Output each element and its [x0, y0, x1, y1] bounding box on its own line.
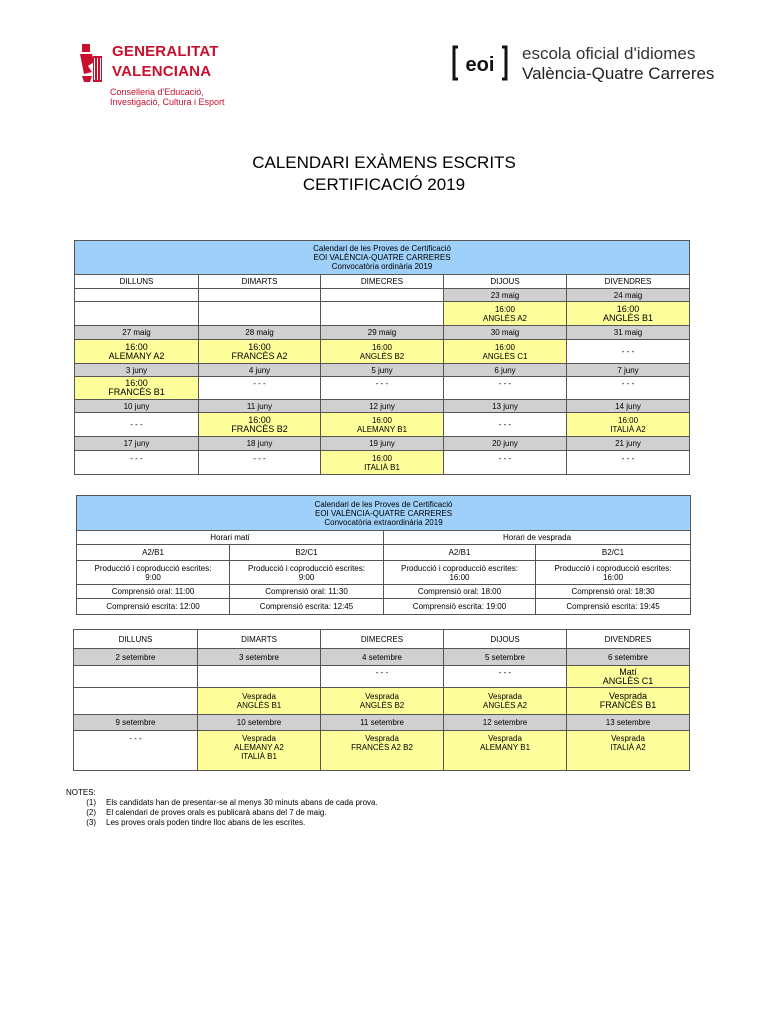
date-cell: 9 setembre — [74, 715, 198, 731]
conselleria-name — [110, 87, 225, 107]
exam-subject: ITALIÀ B1 — [364, 462, 400, 472]
date-cell: 5 setembre — [444, 649, 567, 666]
notes — [66, 788, 378, 828]
day-header: DILLUNS — [74, 630, 198, 649]
september-calendar-table — [73, 629, 690, 771]
ordinary-header — [75, 241, 690, 275]
exam-cell — [321, 413, 444, 437]
level-cell: A2/B1 — [77, 545, 230, 561]
exam-row — [74, 688, 690, 715]
note-number: (3) — [86, 818, 96, 827]
written-cell: Comprensió escrita: 12:00 — [77, 599, 230, 615]
exam-cell — [75, 302, 199, 326]
date-cell: 12 setembre — [444, 715, 567, 731]
exam-subject: ALEMANY B1 — [356, 424, 408, 434]
generalitat-name — [112, 42, 219, 82]
day-header: DIVENDRES — [567, 275, 690, 289]
date-cell: 18 juny — [199, 437, 321, 451]
production-label: Producció i coproducció escrites: — [248, 563, 365, 573]
notes-title: NOTES: — [66, 788, 96, 797]
exam-cell — [199, 413, 321, 437]
day-header: DIVENDRES — [567, 630, 690, 649]
eoi-mark: eoi — [465, 54, 495, 76]
production-time: 16:00 — [449, 572, 470, 582]
exam-cell — [321, 340, 444, 364]
exam-cell — [321, 451, 444, 475]
day-header: DILLUNS — [75, 275, 199, 289]
date-cell: 13 setembre — [567, 715, 690, 731]
date-cell: 27 maig — [75, 326, 199, 340]
exam-subject: ALEMANY A2 — [234, 743, 284, 752]
exam-session: Vesprada — [242, 692, 276, 701]
exam-cell: - - - — [444, 377, 567, 400]
exam-cell — [444, 731, 567, 771]
exam-cell — [74, 666, 198, 688]
date-cell: 12 juny — [321, 400, 444, 413]
exam-cell: - - - — [567, 340, 690, 364]
exam-subject: ANGLÈS B1 — [236, 701, 282, 710]
level-cell: B2/C1 — [230, 545, 384, 561]
written-cell: Comprensió escrita: 19:00 — [384, 599, 536, 615]
level-row — [77, 545, 691, 561]
exam-cell — [199, 302, 321, 326]
exam-time: 16:00 — [618, 415, 639, 425]
day-header: DIJOUS — [444, 275, 567, 289]
production-label: Producció i coproducció escrites: — [94, 563, 212, 573]
exam-cell — [567, 731, 690, 771]
note-item — [66, 818, 378, 828]
exam-session: Vesprada — [611, 734, 645, 743]
exam-row — [75, 413, 690, 437]
header — [0, 0, 768, 120]
date-cell — [321, 289, 444, 302]
exam-subject: ANGLÈS A2 — [482, 313, 528, 323]
level-cell: B2/C1 — [536, 545, 691, 561]
exam-subject: ITALIÀ A2 — [610, 424, 646, 434]
exam-session: Vesprada — [365, 692, 399, 701]
exam-cell: - - - — [321, 666, 444, 688]
exam-time: 16:00 — [371, 453, 393, 463]
exam-subject: FRANCÈS B1 — [599, 700, 657, 710]
title-line1: CALENDARI EXÀMENS ESCRITS — [252, 153, 516, 172]
date-cell: 10 juny — [75, 400, 199, 413]
exam-subject: ALEMANY B1 — [479, 743, 531, 752]
exam-time: 16:00 — [248, 341, 271, 352]
exam-cell — [567, 302, 690, 326]
date-cell: 3 juny — [75, 364, 199, 377]
eoi-logo-icon — [452, 45, 508, 81]
exam-subject: ITALIÀ B1 — [241, 752, 277, 761]
note-item — [66, 808, 378, 818]
date-row — [75, 289, 690, 302]
exam-row — [74, 666, 690, 688]
exam-row — [75, 377, 690, 400]
exam-subject: FRANCÈS B1 — [108, 387, 165, 397]
exam-time: 16:00 — [494, 304, 516, 314]
exam-cell: - - - — [199, 451, 321, 475]
exam-cell — [567, 413, 690, 437]
exam-subject: ANGLÈS C1 — [602, 675, 654, 686]
date-cell: 29 maig — [321, 326, 444, 340]
day-header: DIMARTS — [199, 275, 321, 289]
exam-row — [74, 731, 690, 771]
exam-session: Vesprada — [242, 734, 276, 743]
exam-time: 16:00 — [125, 341, 148, 352]
production-cell — [384, 561, 536, 585]
date-cell: 7 juny — [567, 364, 690, 377]
date-cell: 4 setembre — [321, 649, 444, 666]
exam-cell — [198, 731, 321, 771]
exam-time: 16:00 — [125, 378, 148, 388]
title-line2: CERTIFICACIÓ 2019 — [302, 175, 466, 194]
extraordinary-header — [77, 496, 691, 531]
exam-session: Vesprada — [488, 734, 522, 743]
exam-session: Vesprada — [365, 734, 399, 743]
exam-cell — [444, 302, 567, 326]
date-cell: 30 maig — [444, 326, 567, 340]
date-row — [75, 437, 690, 451]
production-cell — [230, 561, 384, 585]
day-header-row — [75, 275, 690, 289]
exam-cell: - - - — [199, 377, 321, 400]
production-cell — [536, 561, 691, 585]
date-cell: 31 maig — [567, 326, 690, 340]
oral-cell: Comprensió oral: 11:00 — [77, 585, 230, 599]
exam-subject: FRANCÈS B2 — [231, 423, 288, 434]
production-cell — [77, 561, 230, 585]
production-time: 9:00 — [298, 572, 315, 582]
ordinary-calendar-table — [74, 240, 690, 475]
gva-sub1: Conselleria d'Educació, — [110, 87, 204, 97]
date-cell: 6 juny — [444, 364, 567, 377]
exam-cell: - - - — [444, 413, 567, 437]
exam-cell: - - - — [567, 451, 690, 475]
date-cell: 2 setembre — [74, 649, 198, 666]
exam-subject: ANGLÈS B2 — [359, 701, 405, 710]
note-text: El calendari de proves orals es publicarà abans del 7 de maig. — [106, 808, 327, 817]
note-text: Les proves orals poden tindre lloc abans de les escrites. — [106, 818, 306, 827]
date-cell: 21 juny — [567, 437, 690, 451]
production-label: Producció i coproducció escrites: — [401, 563, 518, 573]
date-row — [74, 715, 690, 731]
oral-cell: Comprensió oral: 11:30 — [230, 585, 384, 599]
ordinary-head2: EOI VALÈNCIA-QUATRE CARRERES — [313, 253, 451, 262]
extraordinary-calendar-table — [76, 495, 691, 615]
day-header: DIMARTS — [198, 630, 321, 649]
date-cell: 28 maig — [199, 326, 321, 340]
page-title — [0, 152, 768, 196]
note-text: Els candidats han de presentar-se al menys 30 minuts abans de cada prova. — [106, 798, 378, 807]
exam-time: 16:00 — [371, 342, 393, 352]
note-number: (1) — [86, 798, 96, 807]
exam-cell — [567, 688, 690, 715]
exam-subject: FRANCÈS A2 B2 — [351, 743, 413, 752]
written-row — [77, 599, 691, 615]
written-cell: Comprensió escrita: 12:45 — [230, 599, 384, 615]
exam-time: 16:00 — [371, 415, 393, 425]
exam-subject: FRANCÈS A2 — [231, 350, 288, 361]
oral-cell: Comprensió oral: 18:30 — [536, 585, 691, 599]
exam-subject: ANGLÈS C1 — [482, 351, 528, 361]
note-number: (2) — [86, 808, 96, 817]
exam-cell — [198, 666, 321, 688]
day-header: DIMECRES — [321, 275, 444, 289]
morning-schedule-header: Horari matí — [77, 531, 384, 545]
date-row — [74, 649, 690, 666]
date-cell: 5 juny — [321, 364, 444, 377]
date-cell: 20 juny — [444, 437, 567, 451]
exam-time: 16:00 — [494, 342, 516, 352]
date-row — [75, 364, 690, 377]
ordinary-head3: Convocatòria ordinària 2019 — [331, 262, 433, 271]
oral-cell: Comprensió oral: 18:00 — [384, 585, 536, 599]
exam-cell — [444, 688, 567, 715]
extraordinary-head1: Calendari de les Proves de Certificació — [314, 499, 453, 509]
exam-subject: ANGLÈS B2 — [359, 351, 405, 361]
exam-subject: ALEMANY A2 — [108, 350, 165, 361]
exam-cell: - - - — [75, 451, 199, 475]
date-cell: 3 setembre — [198, 649, 321, 666]
exam-cell — [74, 688, 198, 715]
level-cell: A2/B1 — [384, 545, 536, 561]
date-row — [75, 326, 690, 340]
date-cell: 14 juny — [567, 400, 690, 413]
oral-row — [77, 585, 691, 599]
exam-cell — [198, 688, 321, 715]
production-row — [77, 561, 691, 585]
date-cell: 13 juny — [444, 400, 567, 413]
exam-cell: - - - — [444, 666, 567, 688]
exam-cell: - - - — [321, 377, 444, 400]
exam-session: Vesprada — [608, 691, 648, 701]
gva-line1: GENERALITAT — [112, 43, 219, 60]
exam-cell — [199, 340, 321, 364]
date-cell: 19 juny — [321, 437, 444, 451]
extraordinary-head2: EOI VALÈNCIA-QUATRE CARRERES — [314, 508, 453, 518]
exam-cell — [75, 340, 199, 364]
day-header: DIMECRES — [321, 630, 444, 649]
eoi-name — [522, 44, 714, 84]
exam-cell — [321, 688, 444, 715]
exam-cell — [567, 666, 690, 688]
date-cell: 11 setembre — [321, 715, 444, 731]
note-item — [66, 798, 378, 808]
exam-session: Matí — [619, 666, 637, 677]
exam-cell: - - - — [444, 451, 567, 475]
date-cell: 17 juny — [75, 437, 199, 451]
production-time: 9:00 — [145, 572, 161, 582]
exam-row — [75, 302, 690, 326]
exam-row — [75, 340, 690, 364]
day-header-row — [74, 630, 690, 649]
date-cell: 11 juny — [199, 400, 321, 413]
gva-sub2: Investigació, Cultura i Esport — [110, 97, 225, 107]
exam-cell — [321, 731, 444, 771]
exam-subject: ANGLÈS A2 — [482, 701, 528, 710]
afternoon-schedule-header: Horari de vesprada — [384, 531, 691, 545]
date-cell: 23 maig — [444, 289, 567, 302]
date-cell — [75, 289, 199, 302]
gva-line2: VALENCIANA — [112, 63, 212, 80]
ordinary-head1: Calendari de les Proves de Certificació — [313, 244, 451, 253]
written-cell: Comprensió escrita: 19:45 — [536, 599, 691, 615]
day-header: DIJOUS — [444, 630, 567, 649]
exam-subject: ANGLÈS B1 — [603, 312, 654, 323]
date-cell: 4 juny — [199, 364, 321, 377]
date-cell: 6 setembre — [567, 649, 690, 666]
generalitat-emblem-icon — [78, 42, 104, 84]
eoi-line2: València-Quatre Carreres — [522, 64, 715, 83]
exam-cell — [75, 377, 199, 400]
exam-row — [75, 451, 690, 475]
eoi-line1: escola oficial d'idiomes — [522, 44, 696, 63]
exam-session: Vesprada — [488, 692, 522, 701]
exam-cell — [444, 340, 567, 364]
exam-subject: ITALIÀ A2 — [610, 743, 646, 752]
exam-cell: - - - — [567, 377, 690, 400]
exam-time: 16:00 — [616, 303, 640, 314]
exam-cell: - - - — [74, 731, 198, 771]
exam-cell: - - - — [75, 413, 199, 437]
exam-time: 16:00 — [248, 414, 271, 425]
date-cell: 24 maig — [567, 289, 690, 302]
exam-cell — [321, 302, 444, 326]
production-label: Producció i coproducció escrites: — [554, 563, 672, 573]
extraordinary-head3: Convocatòria extraordinària 2019 — [324, 517, 443, 527]
date-row — [75, 400, 690, 413]
date-cell — [199, 289, 321, 302]
production-time: 16:00 — [603, 572, 624, 582]
date-cell: 10 setembre — [198, 715, 321, 731]
